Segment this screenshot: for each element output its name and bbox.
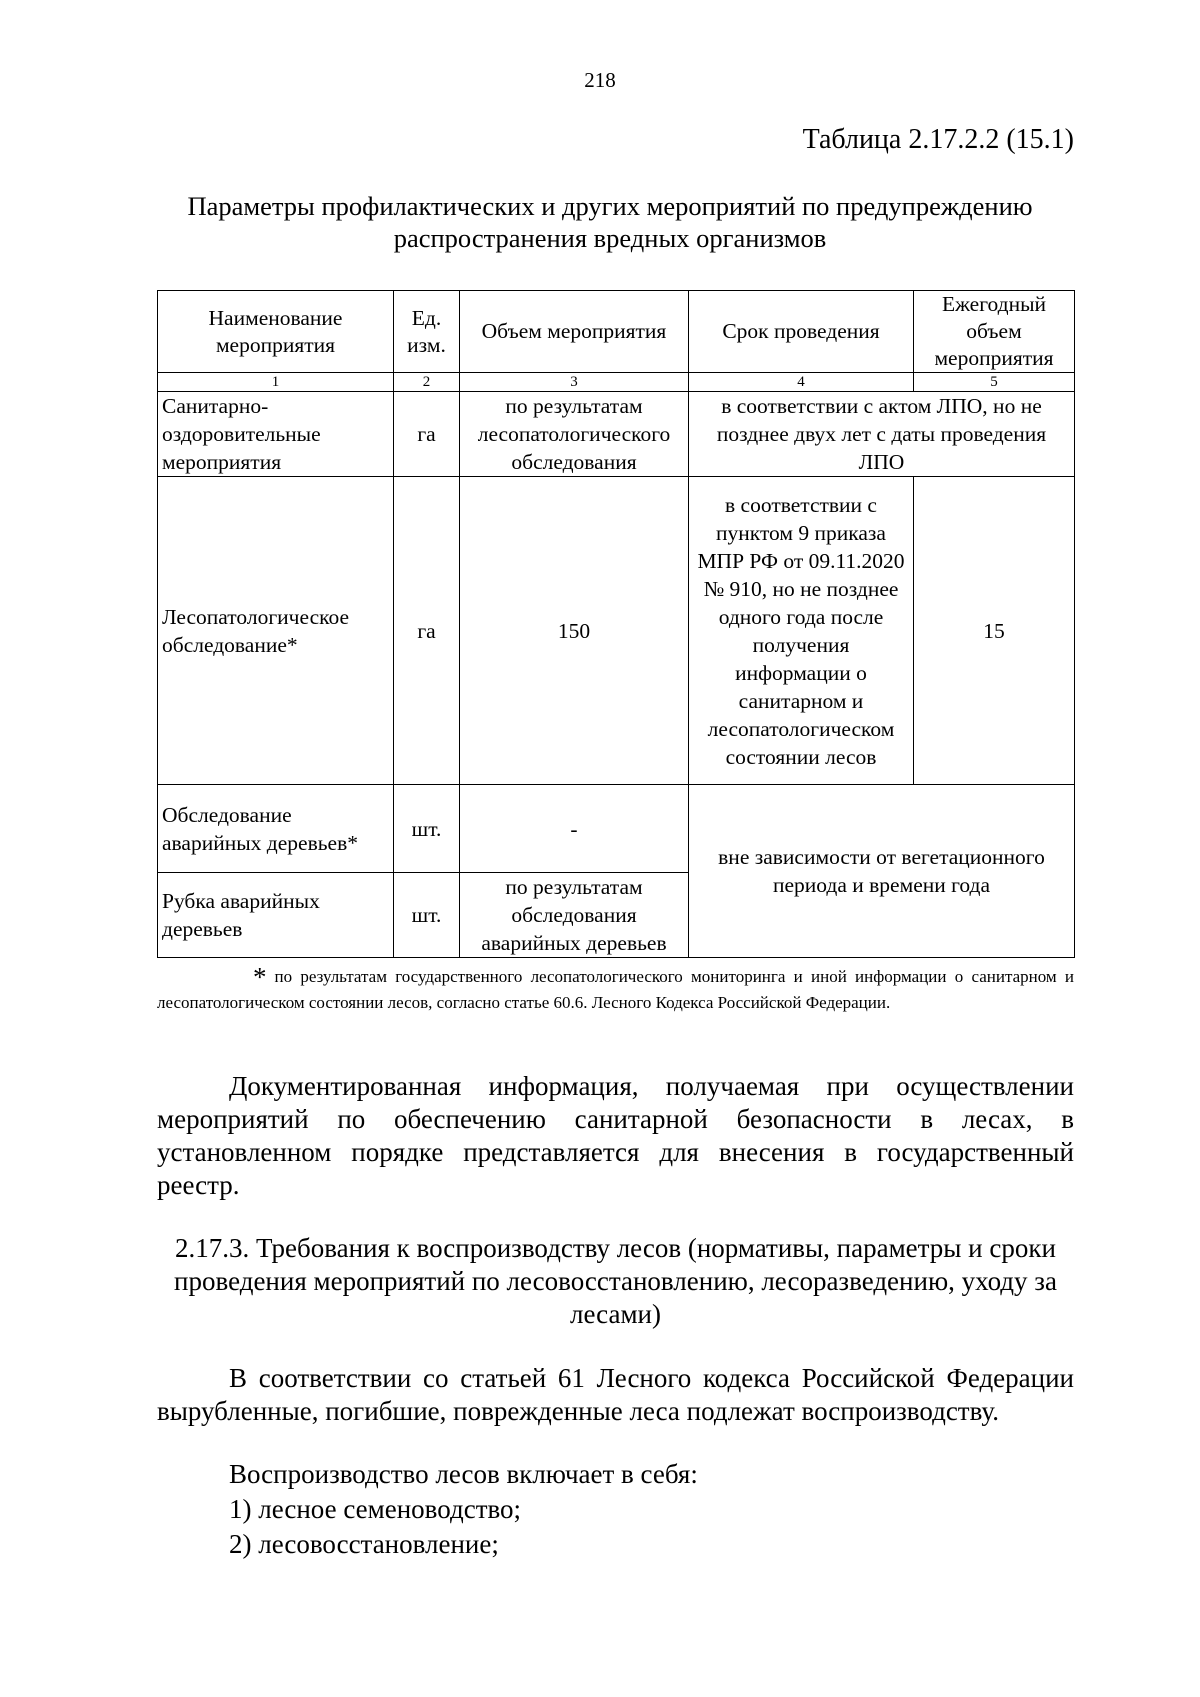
row-unit: га [394,477,460,785]
row-term: в соответствии с пунктом 9 приказа МПР РФ от 09.11.2020 № 910, но не позднее одного года после получения информации о санитарном и лесопатологическом состоянии лесов [689,477,914,785]
row-unit: шт. [394,873,460,958]
paragraph-documented-info: Документированная информация, получаемая при осуществлении мероприятий по обеспечению санитарной безопасности в лесах, в установленном порядке представляется для внесения в государственный реестр. [157,1071,1074,1200]
column-number: 4 [689,373,914,392]
row-unit: га [394,392,460,477]
row-term-merged-bottom: вне зависимости от вегетационного периода и времени года [689,785,1075,958]
table-row [158,392,1075,477]
row-volume: 150 [460,477,689,785]
row-annual: 15 [914,477,1075,785]
list-intro: Воспроизводство лесов включает в себя: [229,1459,698,1489]
column-number: 2 [394,373,460,392]
column-number: 3 [460,373,689,392]
page-number: 218 [584,68,616,92]
table-title: Параметры профилактических и других мероприятий по предупреждению распространения вредных организмов [187,191,1033,253]
header-term: Срок проведения [689,291,914,373]
column-number: 1 [158,373,394,392]
header-annual: Ежегодный объем мероприятия [914,291,1075,373]
list-item: 1) лесное семеноводство; [229,1494,522,1524]
row-name: Лесопатологическое обследование* [158,477,394,785]
footnote-text: по результатам государственного лесопатологического мониторинга и иной информации о санитарном и лесопатологическом состоянии лесов, согласно статье 60.6. Лесного Кодекса Российской Федерации. [157,967,1074,1012]
section-heading: 2.17.3. Требования к воспроизводству лесов (нормативы, параметры и сроки проведения мероприятий по лесовосстановлению, лесоразведению, уходу за лесами) [174,1233,1057,1329]
row-volume: - [460,785,689,873]
column-number: 5 [914,373,1075,392]
footnote-marker: * [253,962,267,992]
table-label: Таблица 2.17.2.2 (15.1) [802,124,1074,155]
table-row [158,785,1075,873]
header-volume: Объем мероприятия [460,291,689,373]
list-item: 2) лесовосстановление; [229,1529,499,1559]
table-number-row [158,373,1075,392]
row-name: Обследование аварийных деревьев* [158,785,394,873]
row-volume: по результатам лесопатологического обследования [460,392,689,477]
row-unit: шт. [394,785,460,873]
row-name: Санитарно-оздоровительные мероприятия [158,392,394,477]
row-name: Рубка аварийных деревьев [158,873,394,958]
table-row [158,477,1075,785]
row-volume: по результатам обследования аварийных деревьев [460,873,689,958]
header-unit: Ед. изм. [394,291,460,373]
paragraph-reproduction: В соответствии со статьей 61 Лесного кодекса Российской Федерации вырубленные, погибшие, поврежденные леса подлежат воспроизводству. [157,1363,1074,1426]
header-name: Наименование мероприятия [158,291,394,373]
table-footnote [157,964,1074,1015]
parameters-table [157,290,1075,958]
row-term-merged: в соответствии с актом ЛПО, но не позднее двух лет с даты проведения ЛПО [689,392,1075,477]
table-header-row [158,291,1075,373]
